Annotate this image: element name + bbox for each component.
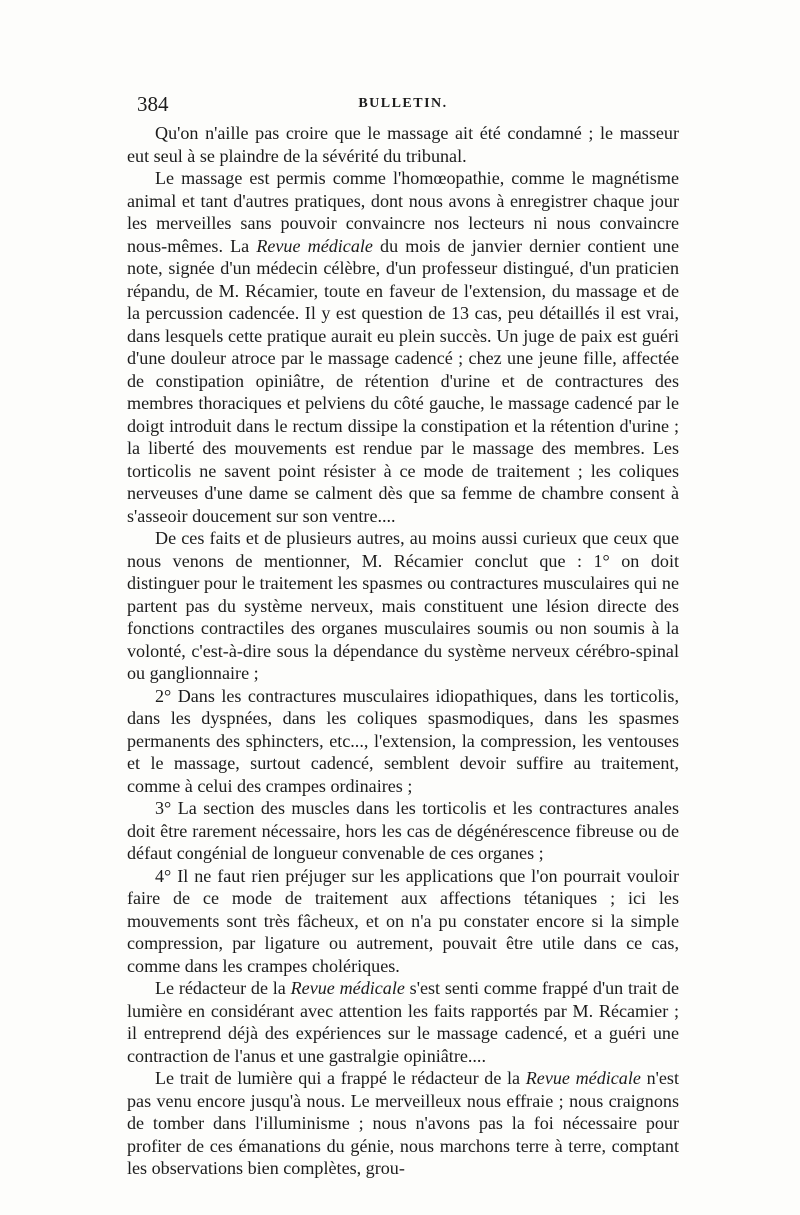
paragraph-text: De ces faits et de plusieurs autres, au moins aussi curieux que ceux que nous venons de mentionner, M. Récamier conclut que : 1° on doit distinguer pour le traitement les spasmes ou contractures musculaires qui ne partent pas du système nerveux, mais constituent une lésion directe des fonctions contractiles des organes musculaires soumis ou non soumis à la volonté, c'est-à-dire sous la dépendance du système nerveux cérébro-spinal ou ganglionnaire ;	[127, 528, 679, 683]
paragraph	[127, 1067, 679, 1180]
paragraph	[127, 865, 679, 978]
paragraph	[127, 797, 679, 865]
paragraph	[127, 977, 679, 1067]
paragraph-text: 2° Dans les contractures musculaires idiopathiques, dans les torticolis, dans les dyspnées, dans les coliques spasmodiques, dans les spasmes permanents des sphincters, etc..., l'extension, la compression, les ventouses et le massage, surtout cadencé, semblent devoir suffire au traitement, comme à celui des crampes ordinaires ;	[127, 685, 679, 796]
paragraph	[127, 167, 679, 527]
journal-title: Revue médicale	[290, 978, 405, 998]
paragraph-text: 3° La section des muscles dans les torticolis et les contractures anales doit être rarement nécessaire, hors les cas de dégénérescence fibreuse ou de défaut congénial de longueur convenable de ces organes ;	[127, 798, 679, 863]
journal-title: Revue médicale	[256, 235, 373, 256]
paragraph-text: Le massage est permis comme l'homœopathie, comme le magnétisme animal et tant d'autres pratiques, dont nous avons à enregistrer chaque jour les merveilles sans pouvoir convaincre nos lecteurs ni nous convaincre nous-mêmes. La	[127, 168, 679, 256]
document-page	[127, 92, 679, 1180]
page-header	[127, 92, 679, 122]
running-head: BULLETIN.	[358, 96, 448, 111]
paragraph-text: du mois de janvier dernier contient une note, signée d'un médecin célèbre, d'un professeur distingué, d'un praticien répandu, de M. Récamier, toute en faveur de l'extension, du massage et de la percussion cadencée. Il y est question de 13 cas, peu détaillés il est vrai, dans lesquels cette pratique aurait eu plein succès. Un juge de paix est guéri d'une douleur atroce par le massage cadencé ; chez une jeune fille, affectée de constipation opiniâtre, de rétention d'urine et de contractures des membres thoraciques et pelviens du côté gauche, le massage cadencé par le doigt introduit dans le rectum dissipe la constipation et la rétention d'urine ; la liberté des mouvements est rendue par le massage des membres. Les torticolis ne savent point résister à ce mode de traitement ; les coliques nerveuses d'une dame se calment dès que sa femme de chambre consent à s'asseoir doucement sur son ventre....	[127, 235, 679, 526]
paragraph-text: 4° Il ne faut rien préjuger sur les applications que l'on pourrait vouloir faire de ce mode de traitement aux affections tétaniques ; ici les mouvements sont très fâcheux, et on n'a pu constater encore si la simple compression, par ligature ou autrement, pouvait être utile dans ce cas, comme dans les crampes cholériques.	[127, 865, 679, 976]
paragraph-text: n'est pas venu encore jusqu'à nous. Le merveilleux nous effraie ; nous craignons de tomber dans l'illuminisme ; nous n'avons pas la foi nécessaire pour profiter de ces émanations du génie, nous marchons terre à terre, comptant les observations bien complètes, grou-	[127, 1068, 679, 1178]
paragraph	[127, 527, 679, 685]
paragraph	[127, 122, 679, 167]
paragraph-text: Qu'on n'aille pas croire que le massage ait été condamné ; le masseur eut seul à se plaindre de la sévérité du tribunal.	[127, 123, 679, 166]
body-text	[127, 122, 679, 1180]
paragraph-text: s'est senti comme frappé d'un trait de lumière en considérant avec attention les faits rapportés par M. Récamier ; il entreprend déjà des expériences sur le massage cadencé, et a guéri une contraction de l'anus et une gastralgie opiniâtre....	[127, 978, 679, 1066]
paragraph-text: Le trait de lumière qui a frappé le rédacteur de la	[155, 1068, 526, 1088]
paragraph-text: Le rédacteur de la	[155, 978, 291, 998]
page-number: 384	[137, 92, 169, 116]
journal-title: Revue médicale	[525, 1068, 641, 1088]
paragraph	[127, 685, 679, 798]
